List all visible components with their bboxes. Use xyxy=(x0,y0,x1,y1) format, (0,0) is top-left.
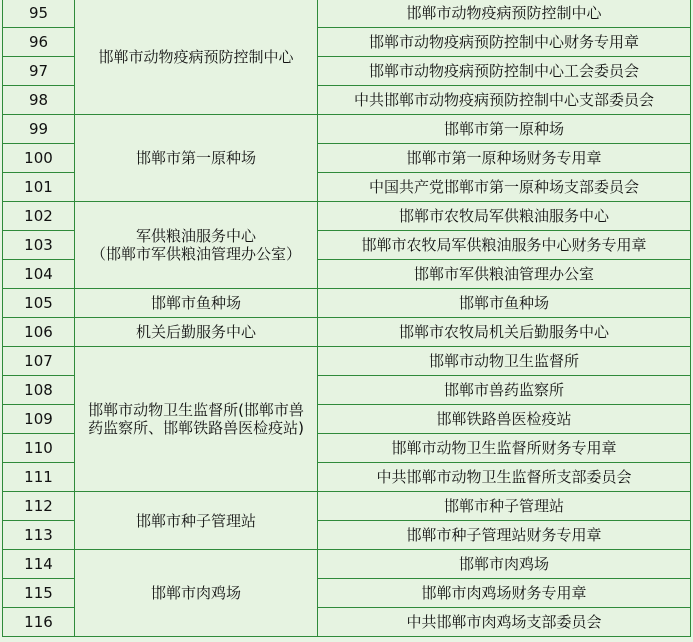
seal-name: 邯郸铁路兽医检疫站 xyxy=(318,405,691,434)
row-number: 97 xyxy=(3,57,75,86)
unit-name xyxy=(75,0,318,115)
row-number: 105 xyxy=(3,289,75,318)
seal-name: 中国共产党邯郸市第一原种场支部委员会 xyxy=(318,173,691,202)
seal-name: 邯郸市肉鸡场 xyxy=(318,550,691,579)
table-row xyxy=(3,289,691,318)
seal-name: 邯郸市种子管理站 xyxy=(318,492,691,521)
unit-name-line: 邯郸市动物疫病预防控制中心 xyxy=(98,47,294,66)
seal-name: 邯郸市种子管理站财务专用章 xyxy=(318,521,691,550)
seal-name: 邯郸市军供粮油管理办公室 xyxy=(318,260,691,289)
row-number: 108 xyxy=(3,376,75,405)
row-number: 107 xyxy=(3,347,75,376)
row-number: 103 xyxy=(3,231,75,260)
row-number: 98 xyxy=(3,86,75,115)
seal-name: 邯郸市动物疫病预防控制中心工会委员会 xyxy=(318,57,691,86)
row-number: 95 xyxy=(3,0,75,28)
row-number: 104 xyxy=(3,260,75,289)
table-row xyxy=(3,115,691,144)
unit-name-line: 机关后勤服务中心 xyxy=(135,323,256,341)
row-number: 114 xyxy=(3,550,75,579)
table-row xyxy=(3,492,691,521)
seal-name: 邯郸市兽药监察所 xyxy=(318,376,691,405)
row-number: 110 xyxy=(3,434,75,463)
seal-name: 邯郸市农牧局机关后勤服务中心 xyxy=(318,318,691,347)
row-number: 115 xyxy=(3,579,75,608)
seal-name: 邯郸市肉鸡场财务专用章 xyxy=(318,579,691,608)
seal-name: 邯郸市农牧局军供粮油服务中心 xyxy=(318,202,691,231)
unit-name-line: 邯郸市动物卫生监督所(邯郸市兽 xyxy=(88,401,304,419)
unit-name-line: 邯郸市种子管理站 xyxy=(135,511,256,530)
row-number: 116 xyxy=(3,608,75,637)
unit-name xyxy=(75,115,318,202)
seal-name: 邯郸市鱼种场 xyxy=(318,289,691,318)
unit-name xyxy=(75,289,318,318)
unit-name xyxy=(75,492,318,550)
seal-name: 邯郸市农牧局军供粮油服务中心财务专用章 xyxy=(318,231,691,260)
unit-name-line: 邯郸市鱼种场 xyxy=(150,294,241,312)
seal-table xyxy=(2,0,691,637)
row-number: 106 xyxy=(3,318,75,347)
row-number: 96 xyxy=(3,28,75,57)
unit-name-line: 邯郸市第一原种场 xyxy=(135,149,256,167)
seal-name: 邯郸市第一原种场财务专用章 xyxy=(318,144,691,173)
unit-name-line: （邯郸市军供粮油管理办公室） xyxy=(90,245,301,263)
unit-name xyxy=(75,550,318,637)
table-row xyxy=(3,550,691,579)
table-row xyxy=(3,318,691,347)
table-row xyxy=(3,347,691,376)
seal-name: 中共邯郸市动物疫病预防控制中心支部委员会 xyxy=(318,86,691,115)
row-number: 111 xyxy=(3,463,75,492)
row-number: 99 xyxy=(3,115,75,144)
row-number: 102 xyxy=(3,202,75,231)
unit-name xyxy=(75,318,318,347)
unit-name xyxy=(75,347,318,492)
row-number: 113 xyxy=(3,521,75,550)
seal-name: 邯郸市动物疫病预防控制中心 xyxy=(318,0,691,28)
seal-name: 邯郸市动物疫病预防控制中心财务专用章 xyxy=(318,28,691,57)
seal-name: 中共邯郸市肉鸡场支部委员会 xyxy=(318,608,691,637)
seal-name: 邯郸市第一原种场 xyxy=(318,115,691,144)
unit-name-line: 军供粮油服务中心 xyxy=(135,227,256,245)
row-number: 109 xyxy=(3,405,75,434)
unit-name-line: 邯郸市肉鸡场 xyxy=(150,584,241,602)
unit-name-line: 药监察所、邯郸铁路兽医检疫站) xyxy=(88,419,304,437)
row-number: 101 xyxy=(3,173,75,202)
seal-table-body xyxy=(3,0,691,637)
seal-name: 邯郸市动物卫生监督所财务专用章 xyxy=(318,434,691,463)
row-number: 100 xyxy=(3,144,75,173)
unit-name xyxy=(75,202,318,289)
row-number: 112 xyxy=(3,492,75,521)
seal-name: 邯郸市动物卫生监督所 xyxy=(318,347,691,376)
seal-name: 中共邯郸市动物卫生监督所支部委员会 xyxy=(318,463,691,492)
table-row xyxy=(3,0,691,28)
table-row xyxy=(3,202,691,231)
